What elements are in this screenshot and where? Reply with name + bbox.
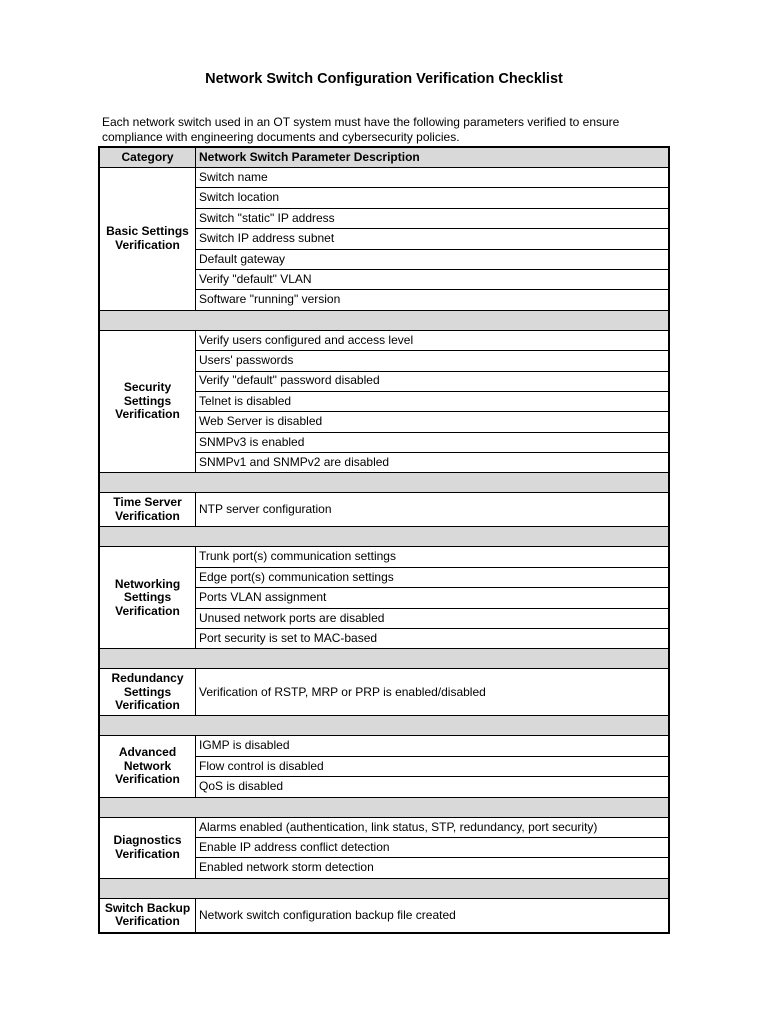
parameter-cell: Default gateway xyxy=(196,249,670,269)
parameter-cell: Verify "default" VLAN xyxy=(196,269,670,289)
parameter-cell: IGMP is disabled xyxy=(196,736,670,756)
parameter-cell: Verify "default" password disabled xyxy=(196,371,670,391)
table-row xyxy=(99,817,669,837)
section-divider xyxy=(99,473,669,493)
parameter-cell: QoS is disabled xyxy=(196,777,670,797)
parameter-cell: Enabled network storm detection xyxy=(196,858,670,878)
checklist-table xyxy=(98,146,670,934)
section-divider xyxy=(99,878,669,898)
parameter-cell: Telnet is disabled xyxy=(196,391,670,411)
section-divider xyxy=(99,716,669,736)
parameter-cell: Verification of RSTP, MRP or PRP is enabled/disabled xyxy=(196,669,670,716)
parameter-cell: Users' passwords xyxy=(196,351,670,371)
category-cell: Advanced Network Verification xyxy=(99,736,196,797)
parameter-cell: Switch name xyxy=(196,168,670,188)
section-divider xyxy=(99,797,669,817)
table-row xyxy=(99,168,669,188)
table-row xyxy=(99,493,669,527)
table-row xyxy=(99,736,669,756)
page-title: Network Switch Configuration Verification Checklist xyxy=(205,71,563,87)
description-column-header: Network Switch Parameter Description xyxy=(196,147,670,168)
parameter-cell: Edge port(s) communication settings xyxy=(196,567,670,587)
category-column-header: Category xyxy=(99,147,196,168)
parameter-cell: Network switch configuration backup file created xyxy=(196,898,670,933)
section-divider xyxy=(99,527,669,547)
category-cell: Security Settings Verification xyxy=(99,330,196,473)
parameter-cell: Flow control is disabled xyxy=(196,756,670,776)
table-row xyxy=(99,898,669,933)
parameter-cell: Trunk port(s) communication settings xyxy=(196,547,670,567)
parameter-cell: SNMPv1 and SNMPv2 are disabled xyxy=(196,453,670,473)
section-divider xyxy=(99,310,669,330)
parameter-cell: Enable IP address conflict detection xyxy=(196,837,670,857)
parameter-cell: Port security is set to MAC-based xyxy=(196,629,670,649)
parameter-cell: Switch location xyxy=(196,188,670,208)
parameter-cell: SNMPv3 is enabled xyxy=(196,432,670,452)
intro-paragraph: Each network switch used in an OT system must have the following parameters verified to ensure compliance with engineering documents and cybersecurity policies. xyxy=(102,115,620,144)
section-divider xyxy=(99,649,669,669)
parameter-cell: Unused network ports are disabled xyxy=(196,608,670,628)
parameter-cell: Switch IP address subnet xyxy=(196,229,670,249)
category-cell: Switch Backup Verification xyxy=(99,898,196,933)
parameter-cell: Web Server is disabled xyxy=(196,412,670,432)
header-row xyxy=(99,147,669,168)
category-cell: Basic Settings Verification xyxy=(99,168,196,311)
category-cell: Time Server Verification xyxy=(99,493,196,527)
parameter-cell: Switch "static" IP address xyxy=(196,208,670,228)
parameter-cell: Verify users configured and access level xyxy=(196,330,670,350)
parameter-cell: Alarms enabled (authentication, link status, STP, redundancy, port security) xyxy=(196,817,670,837)
category-cell: Redundancy Settings Verification xyxy=(99,669,196,716)
table-row xyxy=(99,547,669,567)
parameter-cell: NTP server configuration xyxy=(196,493,670,527)
category-cell: Networking Settings Verification xyxy=(99,547,196,649)
parameter-cell: Software "running" version xyxy=(196,290,670,310)
category-cell: Diagnostics Verification xyxy=(99,817,196,878)
parameter-cell: Ports VLAN assignment xyxy=(196,588,670,608)
table-row xyxy=(99,669,669,716)
table-row xyxy=(99,330,669,350)
